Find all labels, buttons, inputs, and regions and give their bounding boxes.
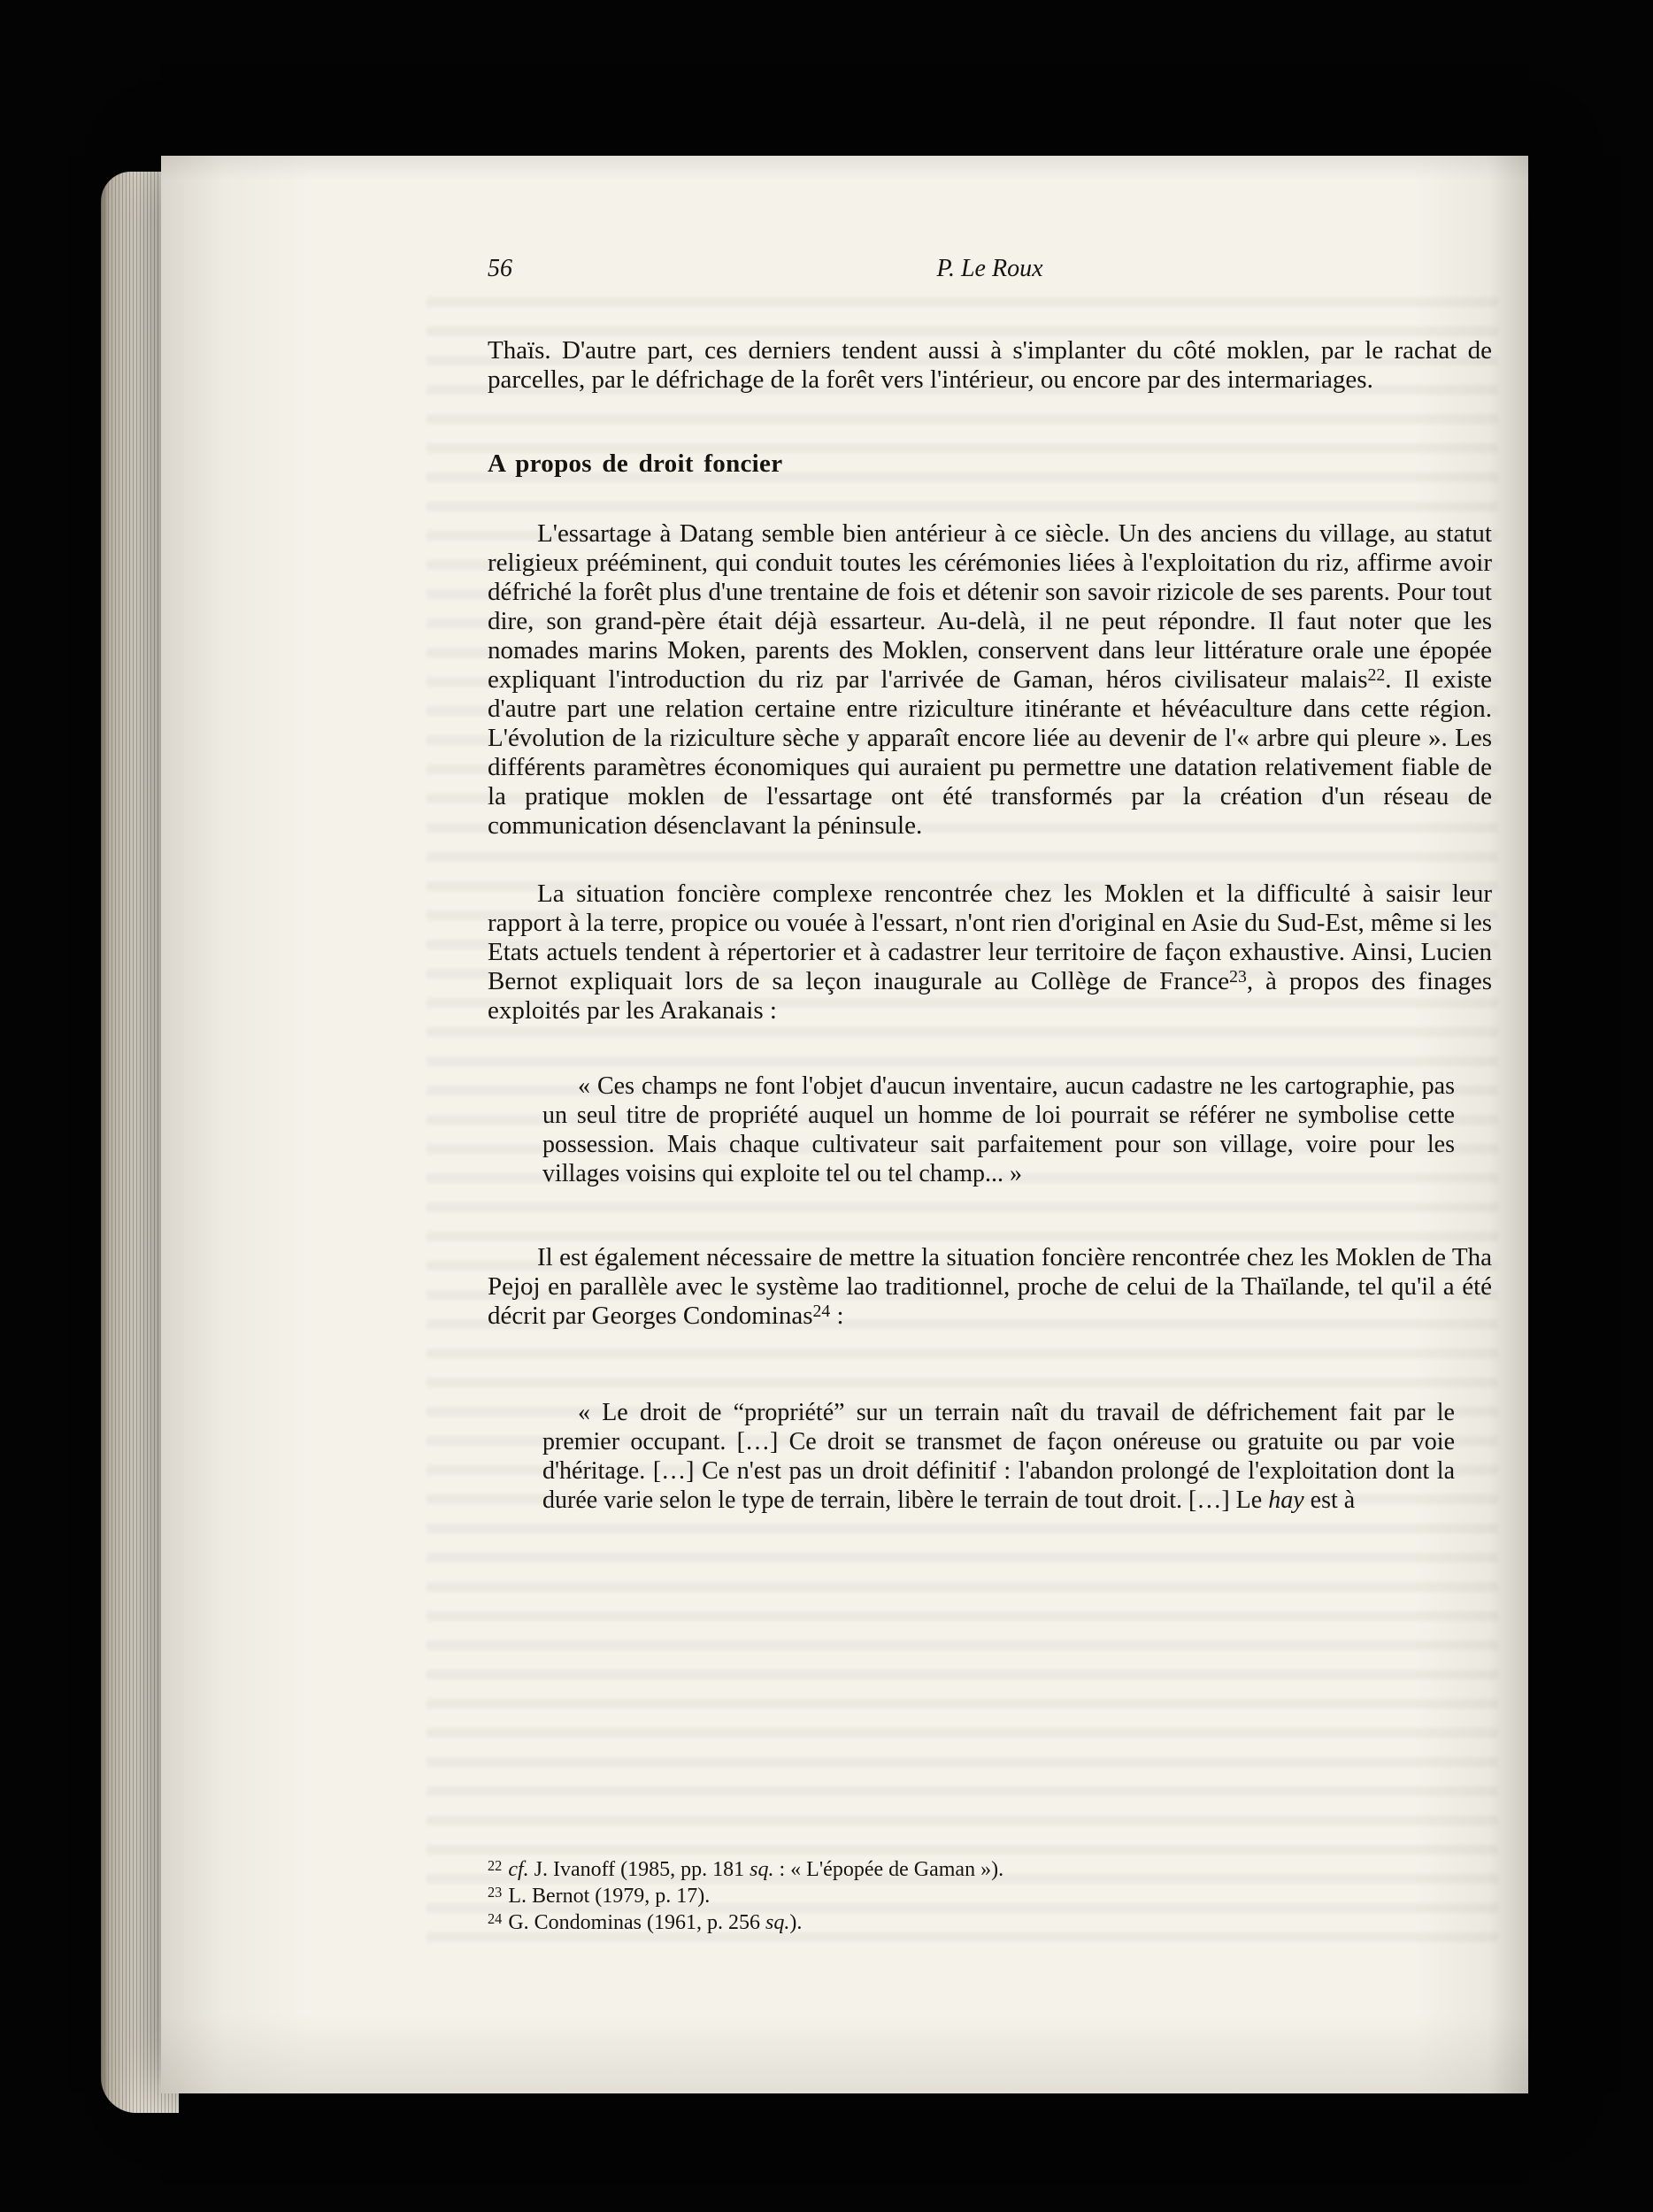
footnote-number: 22: [488, 1856, 503, 1874]
paragraph-text: L'essartage à Datang semble bien antérieur à ce siècle. Un des anciens du village, au statut religieux prééminent, qui conduit toutes les cérémonies liées à l'exploitation du riz, affirme avoir défriché la forêt plus d'une trentaine de fois et détenir son savoir rizicole de ses parents. Pour tout dire, son grand-père était déjà essarteur. Au-delà, il ne peut répondre. Il faut noter que les nomades marins Moken, parents des Moklen, conservent dans leur littérature orale une épopée expliquant l'introduction du riz par l'arrivée de Gaman, héros civilisateur malais: [488, 519, 1492, 694]
footnote-text: ).: [789, 1911, 803, 1934]
blockquote-condominas: [542, 1398, 1455, 1515]
paragraph-text: :: [830, 1302, 844, 1330]
footnotes-block: [488, 1856, 1492, 1936]
running-head: P. Le Roux: [936, 255, 1043, 282]
footnote-text: : « L'épopée de Gaman »).: [773, 1858, 1004, 1881]
blockquote-bernot: « Ces champs ne font l'objet d'aucun inventaire, aucun cadastre ne les cartographie, pas un seul titre de propriété auquel un homme de loi pourrait se référer ne symbolise cette possession. Mais chaque cultivateur sait parfaitement pour son village, voire pour les villages voisins qui exploite tel ou tel champ... »: [542, 1072, 1455, 1187]
footnote-ref-22: 22: [1367, 664, 1386, 685]
paragraph-text: Il est également nécessaire de mettre la situation foncière rencontrée chez les Moklen de Tha Pejoj en parallèle avec le système lao traditionnel, proche de celui de la Thaïlande, tel qu'il a été décrit par Georges Condominas: [488, 1243, 1492, 1330]
footnote-text: G. Condominas (1961, p. 256: [508, 1911, 765, 1934]
footnote-text: sq.: [750, 1858, 774, 1881]
page-content: [161, 156, 1528, 2093]
footnote-22: [488, 1856, 1492, 1883]
footnote-text: J. Ivanoff (1985, pp. 181: [528, 1858, 750, 1881]
quote-text: « Le droit de “propriété” sur un terrain naît du travail de défrichement fait par le premier occupant. […] Ce droit se transmet de façon onéreuse ou gratuite ou par voie d'héritage. […] Ce n'est pas un droit définitif : l'abandon prolongé de l'exploitation dont la durée varie selon le type de terrain, libère le terrain de tout droit. […] Le: [542, 1399, 1455, 1514]
paragraph-intro: Thaïs. D'autre part, ces derniers tendent aussi à s'implanter du côté moklen, par le rachat de parcelles, par le défrichage de la forêt vers l'intérieur, ou encore par des intermariages.: [488, 336, 1492, 394]
paragraph-text: , à propos des finages exploités par les Arakanais :: [488, 967, 1492, 1025]
footnote-number: 24: [488, 1909, 503, 1927]
footnote-ref-24: 24: [812, 1301, 831, 1321]
footnote-23: [488, 1883, 1492, 1909]
footnote-text: L. Bernot (1979, p. 17).: [508, 1885, 711, 1908]
page-number: 56: [488, 255, 512, 282]
italic-term-hay: hay: [1268, 1486, 1304, 1514]
quote-text: est à: [1303, 1486, 1356, 1514]
book-page: [161, 156, 1528, 2093]
paragraph-situation: [488, 879, 1492, 1025]
footnote-text: cf.: [508, 1858, 529, 1881]
paragraph-text: La situation foncière complexe rencontrée chez les Moklen et la difficulté à saisir leur rapport à la terre, propice ou vouée à l'essart, n'ont rien d'original en Asie du Sud-Est, même si les Etats actuels tendent à répertorier et à cadastrer leur territoire de façon exhaustive. Ainsi, Lucien Bernot expliquait lors de sa leçon inaugurale au Collège de France: [488, 879, 1492, 995]
section-heading: A propos de droit foncier: [488, 449, 783, 478]
footnote-ref-23: 23: [1229, 966, 1247, 987]
footnote-24: [488, 1909, 1492, 1936]
paragraph-essartage: [488, 519, 1492, 841]
paragraph-text: . Il existe d'autre part une relation certaine entre riziculture itinérante et hévéaculture dans cette région. L'évolution de la riziculture sèche y apparaît encore liée au devenir de l'« arbre qui pleure ». Les différents paramètres économiques qui auraient pu permettre une datation relativement fiable de la pratique moklen de l'essartage ont été transformés par la création d'un réseau de communication désenclavant la péninsule.: [488, 665, 1492, 840]
footnote-number: 23: [488, 1883, 503, 1901]
page-header: [488, 255, 1492, 287]
paragraph-condominas: [488, 1243, 1492, 1331]
footnote-text: sq.: [765, 1911, 790, 1934]
